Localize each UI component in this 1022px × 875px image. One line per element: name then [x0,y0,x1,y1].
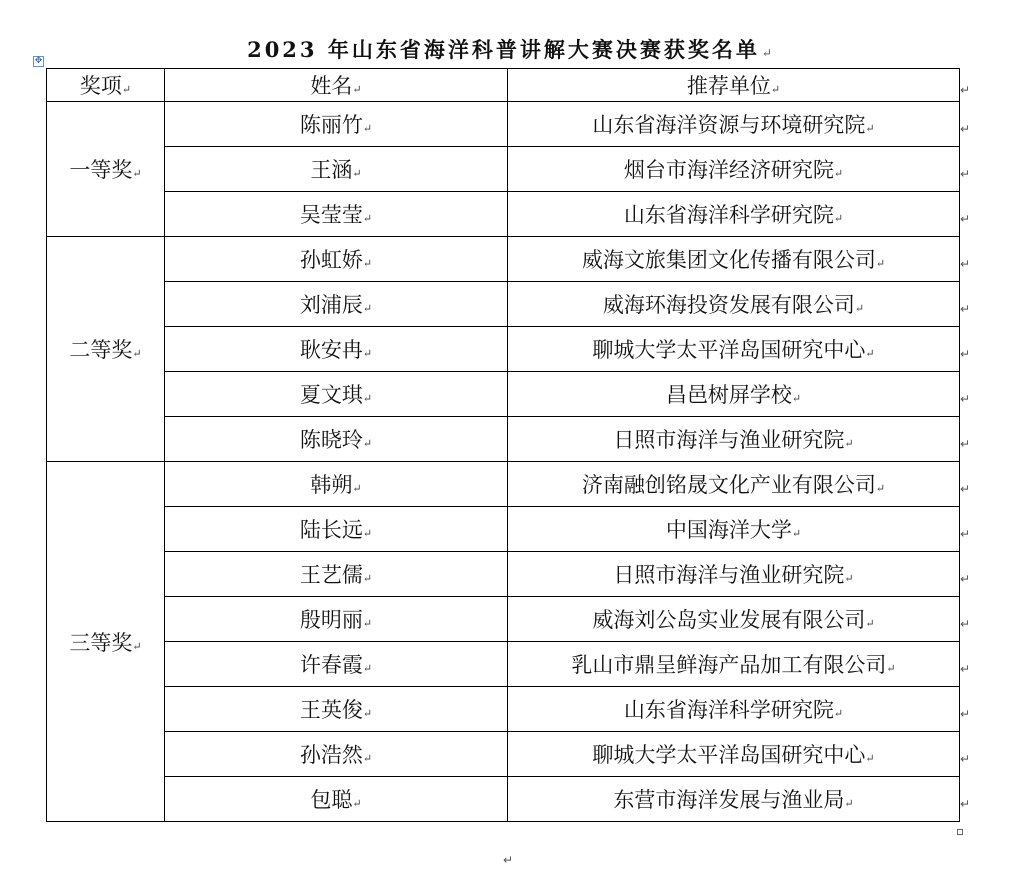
row-end-mark: ↵ [960,121,971,136]
table-resize-handle[interactable] [957,829,963,835]
unit-cell[interactable] [508,237,960,282]
cell-end-mark: ↵ [791,392,802,405]
table-header-row [47,69,960,102]
cell-end-mark: ↵ [362,257,373,270]
table-row [47,417,960,462]
name-cell[interactable] [165,417,508,462]
unit-cell[interactable] [508,147,960,192]
table-row [47,732,960,777]
unit-cell[interactable] [508,597,960,642]
table-row [47,327,960,372]
cell-end-mark: ↵ [844,437,854,450]
row-end-mark: ↵ [960,571,971,586]
row-end-mark: ↵ [960,526,971,541]
table-row [47,777,960,822]
recommending-unit: 威海刘公岛实业发展有限公司 [592,608,866,632]
table-row [47,507,960,552]
recommending-unit: 烟台市海洋经济研究院 [623,158,834,182]
cell-end-mark: ↵ [352,83,362,96]
name-cell[interactable] [165,102,508,147]
cell-end-mark: ↵ [833,707,844,720]
header-unit-label: 推荐单位 [686,74,771,98]
cell-end-mark: ↵ [362,617,373,630]
document-title [0,34,1022,64]
cell-end-mark: ↵ [362,752,373,765]
row-end-mark: ↵ [960,82,971,97]
recommending-unit: 聊城大学太平洋岛国研究中心 [592,338,866,362]
cell-end-mark: ↵ [132,639,142,653]
name-cell[interactable] [165,327,508,372]
cell-end-mark: ↵ [362,527,373,540]
winner-name: 王英俊 [299,698,363,722]
name-cell[interactable] [165,282,508,327]
row-end-mark: ↵ [960,211,971,226]
award-label: 三等奖 [69,630,133,655]
name-cell[interactable] [165,687,508,732]
winner-name: 陆长远 [299,518,363,542]
row-end-mark: ↵ [960,436,971,451]
winner-name: 孙虹娇 [299,248,363,272]
cell-end-mark: ↵ [362,437,373,450]
table-row [47,462,960,507]
name-cell[interactable] [165,372,508,417]
row-end-mark: ↵ [960,661,971,676]
cell-end-mark: ↵ [833,212,844,225]
name-cell[interactable] [165,777,508,822]
row-end-mark: ↵ [960,346,971,361]
header-award-cell[interactable] [47,69,165,102]
unit-cell[interactable] [508,777,960,822]
row-end-mark: ↵ [960,391,971,406]
recommending-unit: 日照市海洋与渔业研究院 [613,563,845,587]
title-text: 2023 年山东省海洋科普讲解大赛决赛获奖名单 [247,37,760,62]
cell-end-mark: ↵ [865,122,875,135]
cell-end-mark: ↵ [865,347,875,360]
winner-name: 夏文琪 [299,383,363,407]
name-cell[interactable] [165,552,508,597]
header-award-label: 奖项 [79,74,122,98]
recommending-unit: 威海环海投资发展有限公司 [602,293,855,317]
unit-cell[interactable] [508,327,960,372]
cell-end-mark: ↵ [132,347,142,360]
cell-end-mark: ↵ [875,257,886,270]
row-end-mark: ↵ [960,751,971,766]
row-end-mark: ↵ [960,256,971,271]
winner-name: 王艺儒 [299,563,363,587]
cell-end-mark: ↵ [352,797,362,810]
recommending-unit: 昌邑树屏学校 [665,383,792,407]
winner-name: 许春霞 [299,653,363,677]
unit-cell[interactable] [508,417,960,462]
name-cell[interactable] [165,462,508,507]
table-row [47,597,960,642]
winner-name: 吴莹莹 [299,203,363,227]
award-table [46,68,960,822]
name-cell[interactable] [165,642,508,687]
recommending-unit: 山东省海洋资源与环境研究院 [592,113,866,137]
cell-end-mark: ↵ [362,662,373,675]
unit-cell[interactable] [508,687,960,732]
unit-cell[interactable] [508,192,960,237]
name-cell[interactable] [165,732,508,777]
recommending-unit: 山东省海洋科学研究院 [623,203,834,227]
recommending-unit: 乳山市鼎呈鲜海产品加工有限公司 [571,653,887,677]
row-end-mark: ↵ [960,301,971,316]
table-row [47,192,960,237]
cell-end-mark: ↵ [854,302,865,315]
unit-cell[interactable] [508,732,960,777]
cell-end-mark: ↵ [844,572,854,585]
unit-cell[interactable] [508,282,960,327]
award-label: 二等奖 [69,338,133,362]
table-row [47,237,960,282]
cell-end-mark: ↵ [352,167,362,180]
cell-end-mark: ↵ [844,797,854,810]
recommending-unit: 东营市海洋发展与渔业局 [613,788,845,812]
cell-end-mark: ↵ [791,527,802,540]
table-move-handle-icon[interactable]: ✥ [34,56,43,66]
cell-end-mark: ↵ [833,167,844,180]
table-row [47,642,960,687]
cell-end-mark: ↵ [362,392,373,405]
row-end-mark: ↵ [960,706,971,721]
name-cell[interactable] [165,237,508,282]
cell-end-mark: ↵ [352,482,362,495]
row-end-mark: ↵ [960,616,971,631]
cell-end-mark: ↵ [362,707,373,720]
header-name-label: 姓名 [310,74,353,98]
table-row [47,552,960,597]
unit-cell[interactable] [508,552,960,597]
unit-cell[interactable] [508,102,960,147]
table-row [47,147,960,192]
table-row [47,102,960,147]
paragraph-mark: ↵ [761,46,775,60]
name-cell[interactable] [165,192,508,237]
award-cell[interactable] [47,102,165,237]
row-end-mark: ↵ [960,166,971,181]
winner-name: 包聪 [310,788,353,812]
recommending-unit: 中国海洋大学 [665,518,792,542]
cell-end-mark: ↵ [886,662,896,675]
cell-end-mark: ↵ [875,482,886,495]
cell-end-mark: ↵ [865,752,875,765]
award-label: 一等奖 [69,158,133,182]
recommending-unit: 聊城大学太平洋岛国研究中心 [592,743,866,767]
row-end-mark: ↵ [960,796,971,811]
unit-cell[interactable] [508,372,960,417]
header-unit-cell[interactable] [508,69,960,102]
cell-end-mark: ↵ [770,83,781,96]
table-row [47,282,960,327]
winner-name: 陈丽竹 [299,113,363,137]
award-cell[interactable] [47,237,165,462]
winner-name: 王涵 [310,158,353,182]
unit-cell[interactable] [508,462,960,507]
unit-cell[interactable] [508,507,960,552]
document-end-mark: ↵ [503,853,514,867]
winner-name: 孙浩然 [299,743,363,767]
cell-end-mark: ↵ [362,347,373,360]
winner-name: 殷明丽 [299,608,363,632]
winner-name: 刘浦辰 [299,293,363,317]
row-end-mark: ↵ [960,481,971,496]
cell-end-mark: ↵ [362,302,373,315]
unit-cell[interactable] [508,642,960,687]
cell-end-mark: ↵ [121,83,132,96]
cell-end-mark: ↵ [865,617,875,630]
name-cell[interactable] [165,507,508,552]
cell-end-mark: ↵ [362,122,373,135]
recommending-unit: 威海文旅集团文化传播有限公司 [581,248,876,272]
winner-name: 陈晓玲 [299,428,363,452]
award-cell[interactable] [47,462,165,822]
name-cell[interactable] [165,147,508,192]
name-cell[interactable] [165,597,508,642]
winner-name: 耿安冉 [299,338,363,362]
recommending-unit: 日照市海洋与渔业研究院 [613,428,845,452]
cell-end-mark: ↵ [362,212,373,225]
header-name-cell[interactable] [165,69,508,102]
recommending-unit: 山东省海洋科学研究院 [623,698,834,722]
table-row [47,372,960,417]
cell-end-mark: ↵ [132,167,142,180]
cell-end-mark: ↵ [362,572,373,585]
recommending-unit: 济南融创铭晟文化产业有限公司 [581,473,876,497]
table-row [47,687,960,732]
winner-name: 韩朔 [310,473,353,497]
